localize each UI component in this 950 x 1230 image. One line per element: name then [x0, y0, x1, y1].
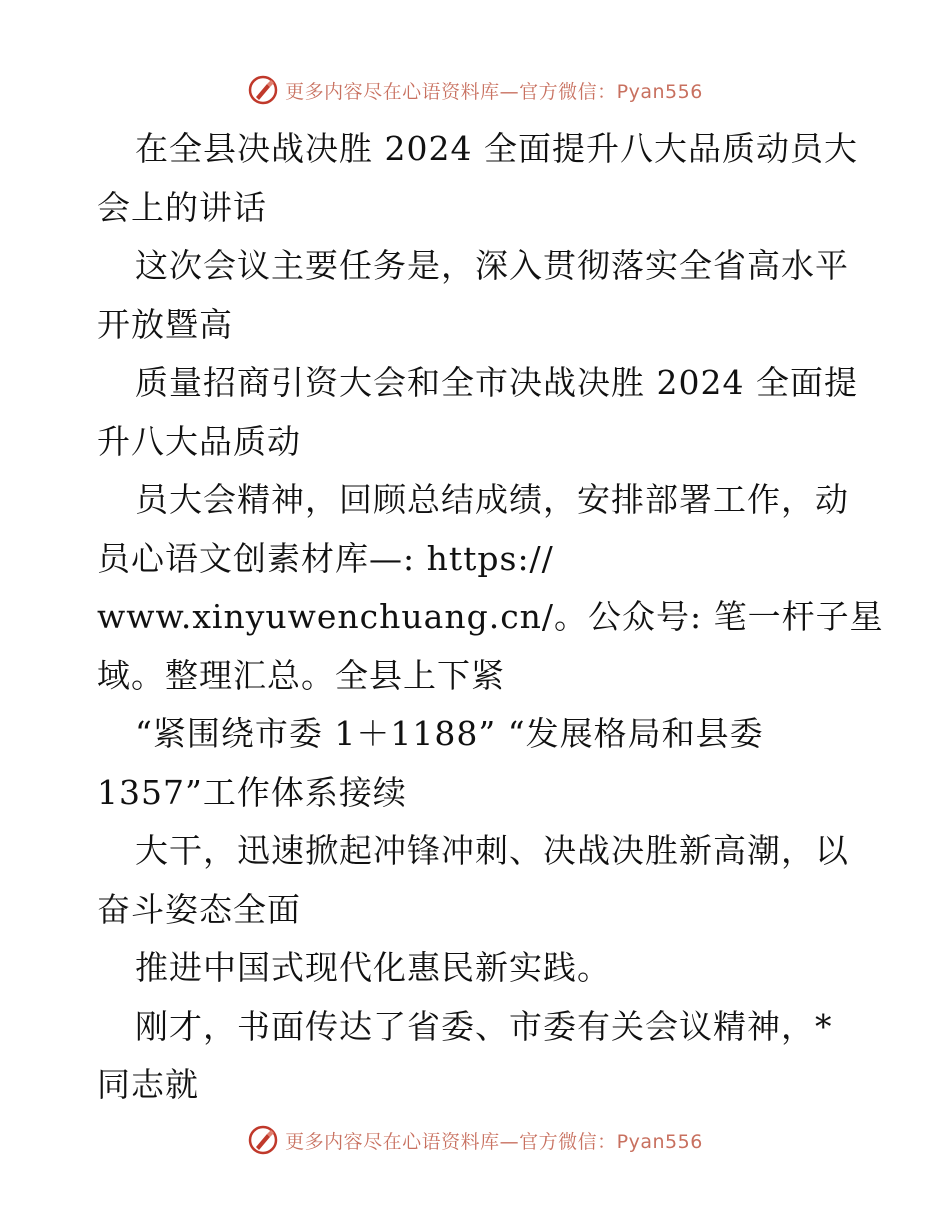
pen-nib-logo-icon [247, 1124, 279, 1156]
header-watermark-banner [0, 70, 950, 110]
document-line: 刚才，书面传达了省委、市委有关会议精神，* [135, 1006, 833, 1046]
document-line: 开放暨高 [97, 304, 233, 344]
document-line: 员心语文创素材库—: https:// [97, 538, 554, 578]
footer-watermark-text: 更多内容尽在心语资料库—官方微信：Pyan556 [285, 1130, 703, 1153]
document-line: 质量招商引资大会和全市决战决胜 2024 全面提 [135, 363, 858, 402]
document-line: 域。整理汇总。全县上下紧 [97, 655, 505, 695]
document-line: 员大会精神，回顾总结成绩，安排部署工作，动 [135, 480, 849, 519]
document-line: 推进中国式现代化惠民新实践。 [135, 948, 611, 987]
document-line: 同志就 [97, 1065, 199, 1104]
document-line: 奋斗姿态全面 [97, 889, 301, 929]
pen-nib-logo-icon [247, 74, 279, 106]
document-line: 这次会议主要任务是，深入贯彻落实全省高水平 [135, 246, 849, 285]
footer-watermark-banner [0, 1120, 950, 1160]
header-watermark-text: 更多内容尽在心语资料库—官方微信：Pyan556 [285, 80, 703, 103]
document-line: 大干，迅速掀起冲锋冲刺、决战决胜新高潮，以 [135, 831, 849, 870]
document-line: 升八大品质动 [97, 421, 301, 461]
document-line: 会上的讲话 [97, 187, 267, 227]
document-line: www.xinyuwenchuang.cn/。公众号: 笔一杆子星 [97, 597, 884, 636]
document-line: 在全县决战决胜 2024 全面提升八大品质动员大 [135, 129, 858, 168]
document-body [97, 120, 884, 1115]
document-line: “紧围绕市委 1＋1188” “发展格局和县委 [135, 714, 764, 753]
document-line: 1357”工作体系接续 [97, 772, 407, 812]
